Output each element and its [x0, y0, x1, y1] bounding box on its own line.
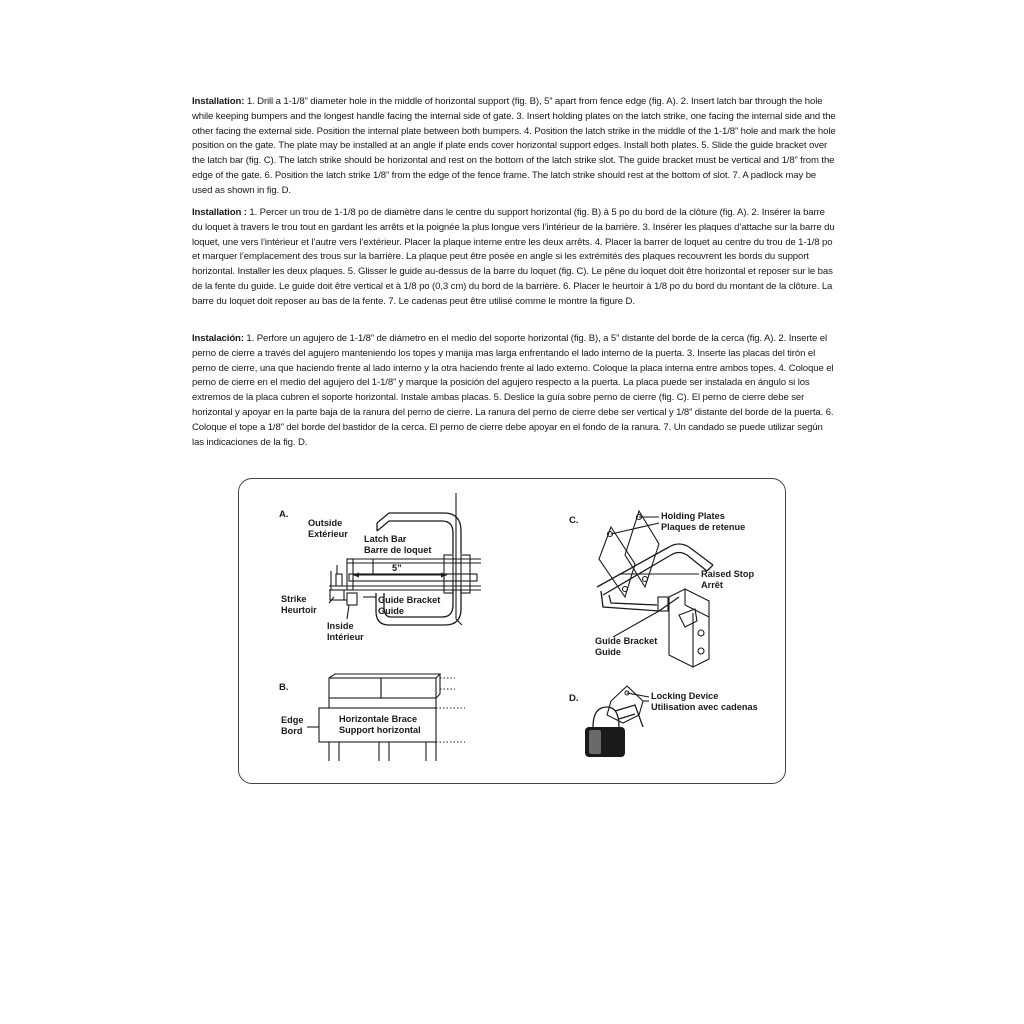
- figure-c: [569, 511, 754, 667]
- figures-panel: [238, 478, 786, 784]
- english-body: 1. Drill a 1-1/8” diameter hole in the middle of horizontal support (fig. B), 5” apart from fence edge (fig. A). 2. Insert latch bar through the hole while keeping bumpers and the longest handle facing the internal side of gate. 3. Insert holding plates on the latch strike, one facing the internal side and the other facing the external side. Position the internal plate between both bumpers. 4. Position the latch strike in the middle of the 1-1/8” hole and mark the hole position on the gate. The plate may be installed at an angle if plate ends cover horizontal support edges. Install both plates. 5. Slide the guide bracket over the latch bar (fig. C). The latch strike should be horizontal and rest on the bottom of the latch strike slot. The guide bracket must be vertical and 1/8” from the edge of the gate. 6. Position the latch strike 1/8” from the edge of the fence frame. The latch strike should rest at the bottom of slot. 7. A padlock may be used as shown in fig. D.: [192, 96, 836, 196]
- french-instructions: [192, 206, 836, 310]
- holding-plates-label-en: Holding Plates: [661, 511, 725, 521]
- fig-c-letter: C.: [569, 515, 579, 526]
- locking-device-label-fr: Utilisation avec cadenas: [651, 702, 758, 712]
- raised-stop-label-en: Raised Stop: [701, 569, 755, 579]
- brace-label-fr: Support horizontal: [339, 725, 421, 735]
- outside-label-en: Outside: [308, 518, 343, 528]
- french-body: 1. Percer un trou de 1-1/8 po de diamètre dans le centre du support horizontal (fig. B) à 5 po du bord de la clôture (fig. A). 2. Insérer la barre du loquet à travers le trou tout en gardant les arrêts et la poignée la plus longue vers l’intérieur de la barrière. 3. Insérer les plaques d’attache sur la barre du loquet, une vers l’intérieur et l’autre vers l’extérieur. Placer la plaque interne entre les deux arrêts. 4. Placer la barrer de loquet au centre du trou de 1-1/8 po et marquer l’emplacement des trous sur la barrière. La plaque peut être posée en angle si les extrémités des plaques recouvrent les bords du support horizontal. Installer les deux plaques. 5. Glisser le guide au-dessus de la barre du loquet (fig. C). Le pêne du loquet doit être horizontal et reposer sur le bas de la fente du guide. Le guide doit être vertical et à 1/8 po (0,3 cm) du bord de la barrière. 6. Placer le heurtoir à 1/8 po du bord du montant de la clôture. La barre du loquet doit reposer au bas de la fente. 7. Le cadenas peut être utilisé comme le montre la figure D.: [192, 207, 835, 307]
- edge-label-fr: Bord: [281, 726, 303, 736]
- fig-a-letter: A.: [279, 509, 289, 520]
- spanish-instructions: [192, 332, 836, 450]
- guide-bracket-a-label-fr: Guide: [378, 606, 405, 616]
- guide-bracket-a-label-en: Guide Bracket: [378, 595, 441, 605]
- english-heading: Installation:: [192, 96, 245, 107]
- french-heading: Installation :: [192, 207, 247, 218]
- figure-b: [279, 674, 465, 761]
- figure-d: [569, 686, 758, 757]
- inside-label-en: Inside: [327, 621, 354, 631]
- figure-a: [279, 493, 481, 642]
- figures-illustration: [239, 479, 787, 785]
- distance-label: 5”: [392, 563, 402, 573]
- spanish-heading: Instalación:: [192, 333, 244, 344]
- strike-label-en: Strike: [281, 594, 307, 604]
- inside-label-fr: Intérieur: [327, 632, 364, 642]
- english-instructions: [192, 95, 836, 199]
- holding-plates-label-fr: Plaques de retenue: [661, 522, 746, 532]
- outside-label-fr: Extérieur: [308, 529, 348, 539]
- raised-stop-label-fr: Arrêt: [701, 580, 723, 590]
- strike-label-fr: Heurtoir: [281, 605, 317, 615]
- guide-bracket-c-label-en: Guide Bracket: [595, 636, 658, 646]
- latch-bar-label-fr: Barre de loquet: [364, 545, 432, 555]
- brace-label-en: Horizontale Brace: [339, 714, 418, 724]
- guide-bracket-c-label-fr: Guide: [595, 647, 622, 657]
- fig-d-letter: D.: [569, 693, 579, 704]
- edge-label-en: Edge: [281, 715, 304, 725]
- latch-bar-label-en: Latch Bar: [364, 534, 407, 544]
- locking-device-label-en: Locking Device: [651, 691, 719, 701]
- fig-b-letter: B.: [279, 682, 289, 693]
- spanish-body: 1. Perfore un agujero de 1-1/8” de diámetro en el medio del soporte horizontal (fig. B), a 5” distante del borde de la cerca (fig. A). 2. Inserte el perno de cierre a través del agujero manteniendo los topes y manija mas larga enfrentando el lado interno de la puerta. 3. Inserte las placas del tirón el perno de cierre, una que haciendo frente al lado interno y la otra haciendo frente al lado externo. Coloque la placa interna entre ambos topes. 4. Coloque el perno de cierre en el medio del agujero del 1-1/8” y marque la posición del agujero respecto a la puerta. La placa puede ser instalada en ángulo si los extremos de la placa cubren el soporte horizontal. Instale ambas placas. 5. Deslice la guía sobre perno de cierre (fig. C). El perno de cierre debe ser horizontal y apoyar en la parte baja de la ranura del perno de cierre. La ranura del perno de cierre debe ser vertical y 1/8” distante del borde de la puerta. 6. Coloque el tope a 1/8” del borde del bastidor de la cerca. El perno de cierre debe apoyar en el fondo de la ranura. 7. Un candado se puede utilizar según las indicaciones de la fig. D.: [192, 333, 834, 448]
